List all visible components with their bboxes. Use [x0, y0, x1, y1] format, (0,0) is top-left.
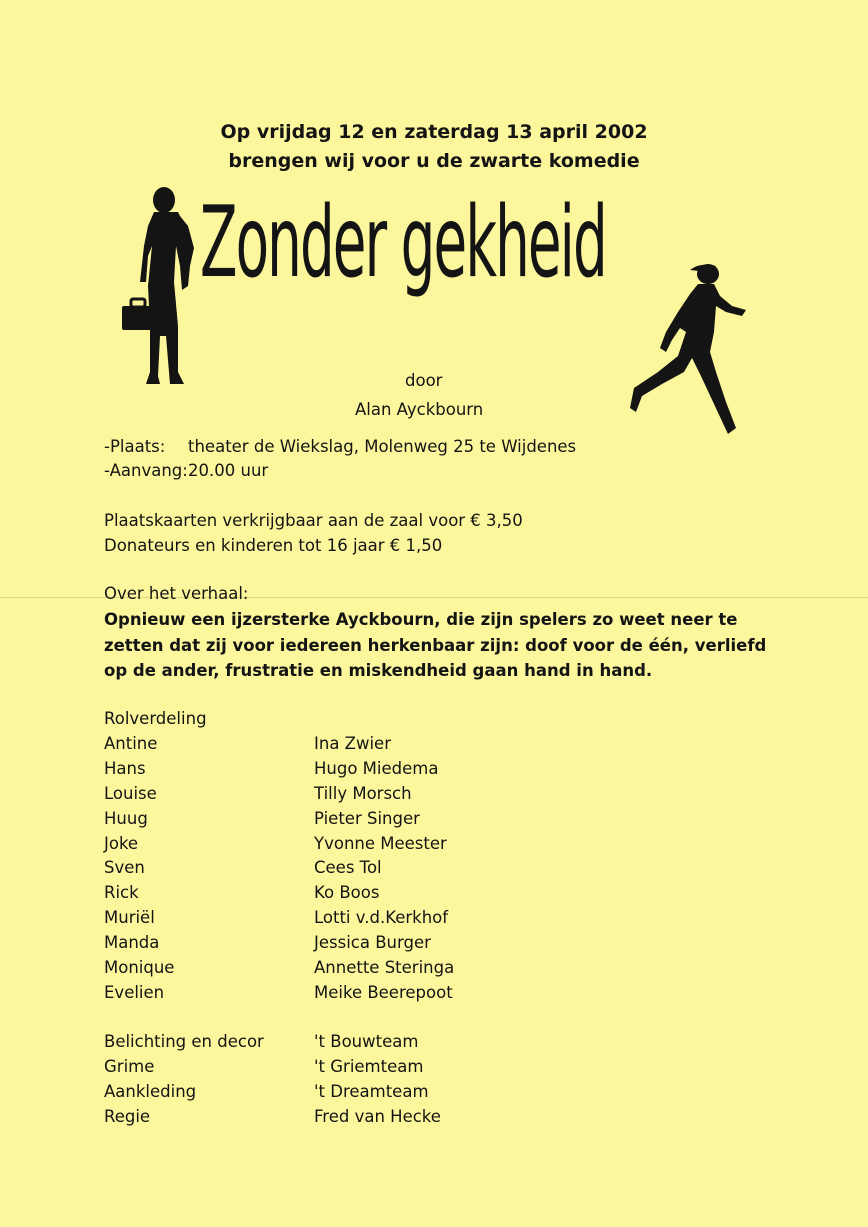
role-name: Rick	[104, 883, 139, 902]
cast-row	[104, 908, 449, 927]
crew-team: 't Griemteam	[314, 1057, 424, 1076]
cast-row	[104, 883, 380, 902]
tickets-line-2: Donateurs en kinderen tot 16 jaar € 1,50	[104, 536, 443, 555]
crew-role: Grime	[104, 1057, 155, 1076]
crew-row	[104, 1107, 441, 1126]
actor-name: Cees Tol	[314, 858, 382, 877]
crew-team: Fred van Hecke	[314, 1107, 441, 1126]
author-by: door	[405, 371, 443, 390]
role-name: Louise	[104, 784, 157, 803]
crew-row	[104, 1032, 419, 1051]
crew-team: 't Bouwteam	[314, 1032, 419, 1051]
role-name: Manda	[104, 933, 160, 952]
actor-name: Hugo Miedema	[314, 759, 439, 778]
story-line-1: Opnieuw een ijzersterke Ayckbourn, die zijn spelers zo weet neer te	[104, 610, 738, 629]
actor-name: Lotti v.d.Kerkhof	[314, 908, 449, 927]
crew-role: Regie	[104, 1107, 151, 1126]
actor-name: Tilly Morsch	[314, 784, 412, 803]
role-name: Monique	[104, 958, 175, 977]
story-heading: Over het verhaal:	[104, 584, 249, 603]
role-name: Joke	[104, 834, 139, 853]
headline-date: Op vrijdag 12 en zaterdag 13 april 2002	[220, 121, 648, 143]
headline-intro: brengen wij voor u de zwarte komedie	[228, 150, 640, 172]
crew-row	[104, 1082, 429, 1101]
actor-name: Yvonne Meester	[314, 834, 447, 853]
cast-row	[104, 933, 431, 952]
cast-row	[104, 734, 391, 753]
crew-role: Aankleding	[104, 1082, 197, 1101]
story-line-2: zetten dat zij voor iedereen herkenbaar zijn: doof voor de één, verliefd	[104, 636, 767, 655]
place-value: theater de Wiekslag, Molenweg 25 te Wijdenes	[188, 437, 577, 456]
cast-row	[104, 809, 420, 828]
author-name: Alan Ayckbourn	[355, 400, 484, 419]
businessman-silhouette-icon	[118, 186, 200, 392]
cast-row	[104, 983, 453, 1002]
crew-team: 't Dreamteam	[314, 1082, 429, 1101]
crew-role: Belichting en decor	[104, 1032, 264, 1051]
role-name: Evelien	[104, 983, 165, 1002]
place-label: -Plaats:	[104, 437, 166, 456]
actor-name: Annette Steringa	[314, 958, 455, 977]
role-name: Sven	[104, 858, 145, 877]
start-label: -Aanvang:	[104, 461, 188, 480]
cast-row	[104, 858, 382, 877]
role-name: Muriël	[104, 908, 155, 927]
cast-row	[104, 834, 447, 853]
tickets-line-1: Plaatskaarten verkrijgbaar aan de zaal voor € 3,50	[104, 511, 523, 530]
cast-row	[104, 759, 439, 778]
crew-row	[104, 1057, 424, 1076]
cast-row	[104, 958, 455, 977]
role-name: Hans	[104, 759, 146, 778]
cast-heading: Rolverdeling	[104, 709, 207, 728]
actor-name: Ina Zwier	[314, 734, 391, 753]
story-line-3: op de ander, frustratie en miskendheid gaan hand in hand.	[104, 661, 653, 680]
cast-row	[104, 784, 412, 803]
role-name: Huug	[104, 809, 148, 828]
start-value: 20.00 uur	[188, 461, 269, 480]
actor-name: Ko Boos	[314, 883, 380, 902]
role-name: Antine	[104, 734, 158, 753]
actor-name: Jessica Burger	[314, 933, 431, 952]
runner-silhouette-icon	[628, 262, 748, 440]
actor-name: Pieter Singer	[314, 809, 420, 828]
show-title: Zonder gekheid	[200, 186, 606, 300]
actor-name: Meike Beerepoot	[314, 983, 453, 1002]
